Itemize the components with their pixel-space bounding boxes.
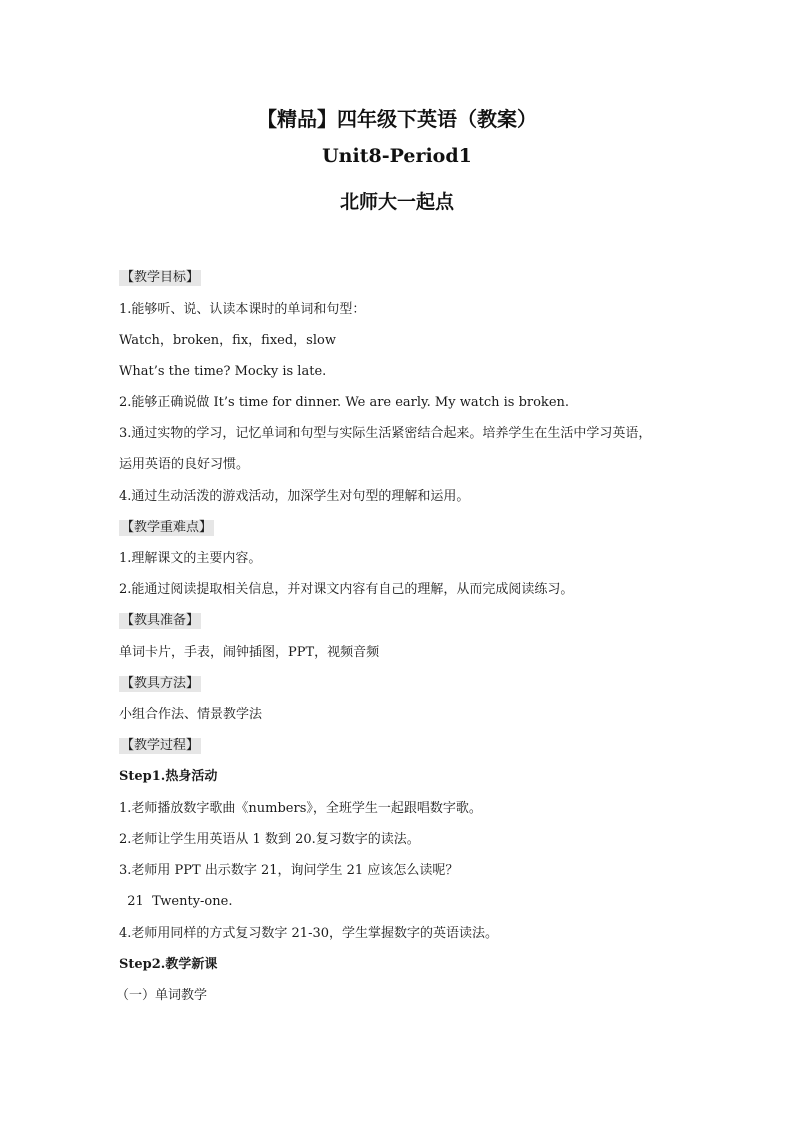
objective-line: What’s the time? Mocky is late. <box>119 364 327 379</box>
step1-line: 2.老师让学生用英语从 1 数到 20.复习数字的读法。 <box>119 832 420 847</box>
objective-line: 1.能够听、说、认读本课时的单词和句型： <box>119 302 366 317</box>
step1-line: 1.老师播放数字歌曲《numbers》，全班学生一起跟唱数字歌。 <box>119 801 482 816</box>
key-points-heading: 【教学重难点】 <box>121 520 213 535</box>
step2-title: Step2.教学新课 <box>119 957 218 972</box>
step1-title: Step1.热身活动 <box>119 769 218 784</box>
unit-subtitle: Unit8-Period1 <box>322 145 472 167</box>
methods-heading: 【教具方法】 <box>121 676 200 691</box>
objective-line: 2.能够正确说做 It’s time for dinner. We are early. My watch is broken. <box>119 395 570 410</box>
step1-line: 21 Twenty-one. <box>119 894 233 909</box>
methods-text: 小组合作法、情景教学法 <box>119 707 263 722</box>
objective-line: 运用英语的良好习惯。 <box>119 457 250 472</box>
objective-line: Watch，broken，fix，fixed，slow <box>119 333 336 348</box>
publisher-subtitle: 北师大一起点 <box>339 191 454 213</box>
key-point-line: 2.能通过阅读提取相关信息，并对课文内容有自己的理解，从而完成阅读练习。 <box>119 582 574 597</box>
materials-text: 单词卡片，手表，闹钟插图，PPT，视频音频 <box>119 645 380 660</box>
document-title: 【精品】四年级下英语（教案） <box>257 107 537 131</box>
key-point-line: 1.理解课文的主要内容。 <box>119 551 262 566</box>
step1-line: 4.老师用同样的方式复习数字 21-30，学生掌握数字的英语读法。 <box>119 926 499 941</box>
objectives-heading: 【教学目标】 <box>121 270 200 285</box>
step1-line: 3.老师用 PPT 出示数字 21，询问学生 21 应该怎么读呢？ <box>119 863 459 878</box>
process-heading: 【教学过程】 <box>121 738 200 753</box>
step2-subheading: （一）单词教学 <box>116 988 208 1003</box>
objective-line: 4.通过生动活泼的游戏活动，加深学生对句型的理解和运用。 <box>119 489 470 504</box>
materials-heading: 【教具准备】 <box>121 613 200 628</box>
objective-line: 3.通过实物的学习，记忆单词和句型与实际生活紧密结合起来。培养学生在生活中学习英语， <box>119 426 652 441</box>
